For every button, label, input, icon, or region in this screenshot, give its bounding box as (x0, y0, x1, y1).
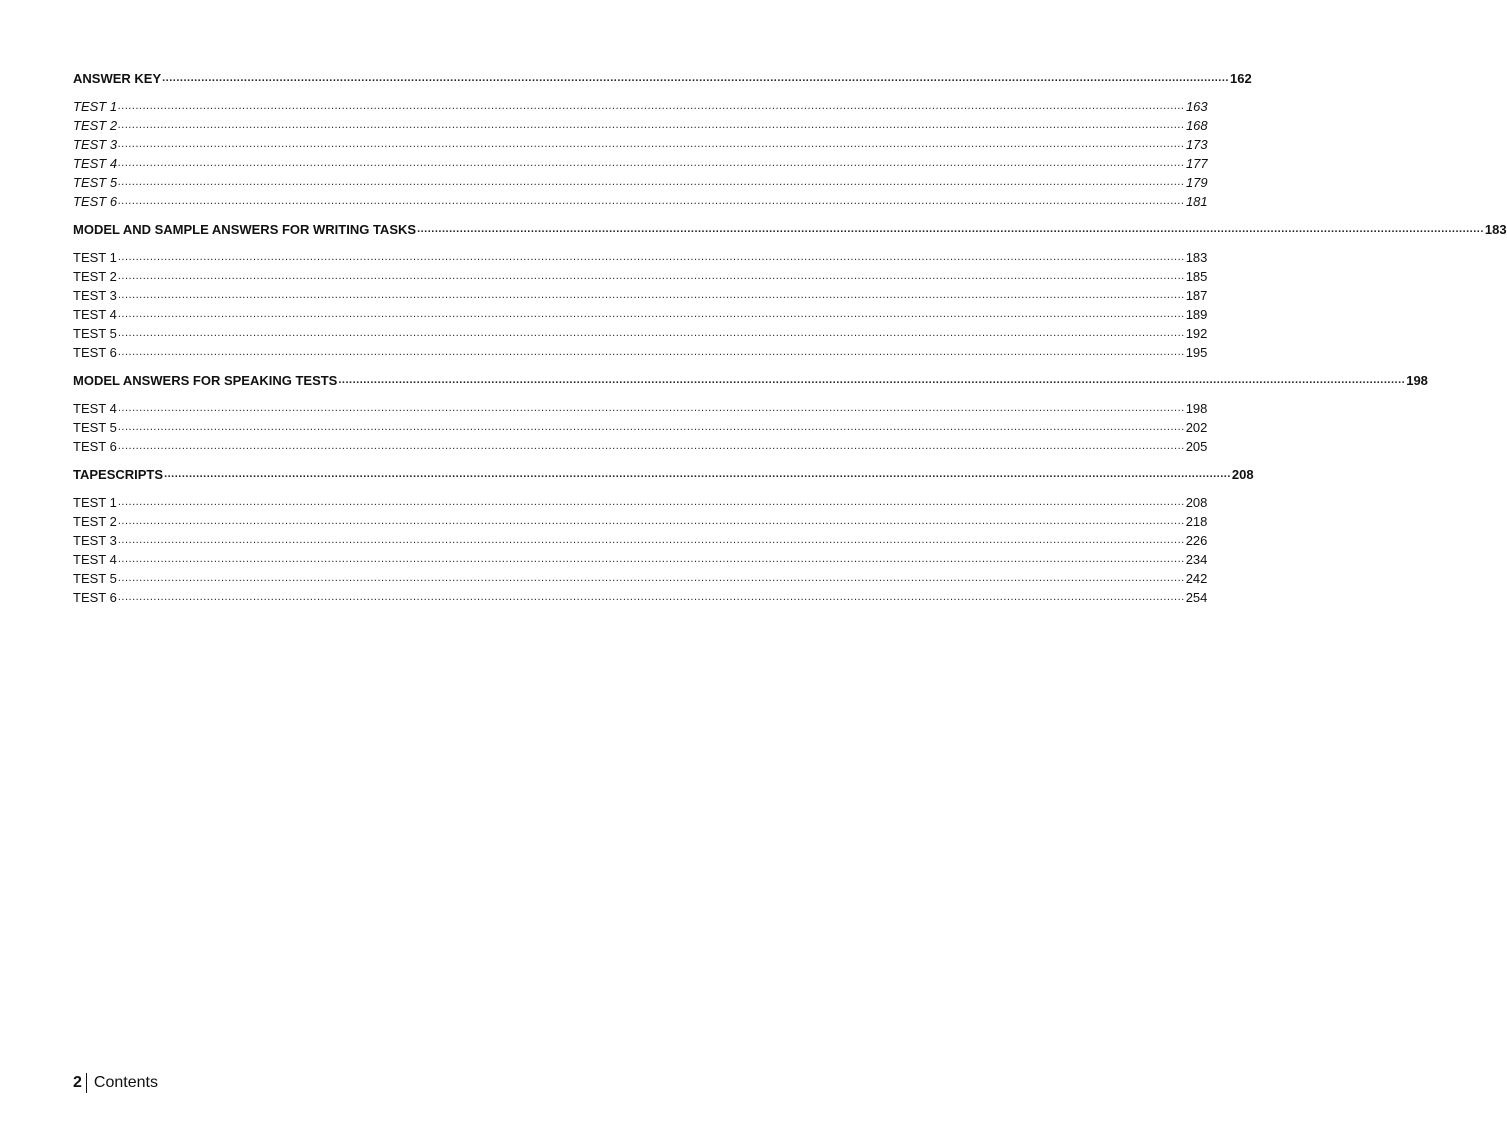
toc-entry-page: 181 (1185, 194, 1208, 209)
toc-section-heading[interactable] (73, 220, 1507, 239)
toc-entry-page: 192 (1185, 326, 1208, 341)
toc-entry[interactable] (73, 248, 1208, 267)
toc-entry-label: TEST 5 (73, 420, 117, 435)
toc-entry[interactable] (73, 97, 1208, 116)
toc-entry[interactable] (73, 437, 1208, 456)
toc-entry[interactable] (73, 305, 1208, 324)
dot-leader: ............................................................................................................................................................................................................................................................................................................ (117, 308, 1185, 320)
toc-section-title: TAPESCRIPTS (73, 467, 164, 482)
dot-leader: ............................................................................................................................................................................................................................................................................................................ (117, 346, 1185, 358)
toc-entry-page: 168 (1185, 118, 1208, 133)
toc-entry[interactable] (73, 399, 1208, 418)
toc-entry-label: TEST 1 (73, 250, 117, 265)
toc-entry[interactable] (73, 286, 1208, 305)
dot-leader: ............................................................................................................................................................................................................................................................................................................ (117, 534, 1185, 546)
toc-section-page: 208 (1231, 467, 1254, 482)
toc-entry[interactable] (73, 135, 1208, 154)
toc-entry[interactable] (73, 192, 1208, 211)
toc-entry-label: TEST 4 (73, 552, 117, 567)
toc-entry[interactable] (73, 512, 1208, 531)
dot-leader: ............................................................................................................................................................................................................................................................................................................ (117, 421, 1185, 433)
dot-leader: ............................................................................................................................................................................................................................................................................................................ (117, 496, 1185, 508)
toc-entry-label: TEST 1 (73, 495, 117, 510)
toc-entry-page: 234 (1185, 552, 1208, 567)
toc-entry-label: TEST 6 (73, 345, 117, 360)
toc-entry-list (73, 97, 1208, 211)
toc-entry-label: TEST 5 (73, 326, 117, 341)
toc-entry-page: 173 (1185, 137, 1208, 152)
toc-entry-list (73, 248, 1208, 362)
toc-entry-label: TEST 2 (73, 514, 117, 529)
toc-section-heading[interactable] (73, 371, 1428, 390)
toc-entry-page: 205 (1185, 439, 1208, 454)
toc-entry-page: 195 (1185, 345, 1208, 360)
toc-section (73, 465, 1254, 607)
toc-entry-label: TEST 5 (73, 175, 118, 190)
toc-entry[interactable] (73, 418, 1208, 437)
toc-section (73, 220, 1507, 362)
toc-entry-label: TEST 6 (73, 194, 118, 209)
toc-section (73, 69, 1252, 211)
toc-section-page: 198 (1406, 373, 1428, 388)
toc-entry-page: 254 (1185, 590, 1208, 605)
dot-leader: ............................................................................................................................................................................................................................................................................................................ (338, 374, 1406, 386)
toc-entry[interactable] (73, 343, 1208, 362)
dot-leader: ............................................................................................................................................................................................................................................................................................................ (162, 72, 1229, 84)
toc-entry[interactable] (73, 531, 1208, 550)
toc-entry-page: 198 (1185, 401, 1208, 416)
toc-entry-page: 163 (1185, 99, 1208, 114)
dot-leader: ............................................................................................................................................................................................................................................................................................................ (118, 119, 1185, 131)
dot-leader: ............................................................................................................................................................................................................................................................................................................ (117, 251, 1185, 263)
toc-entry-page: 183 (1185, 250, 1208, 265)
dot-leader: ............................................................................................................................................................................................................................................................................................................ (118, 100, 1185, 112)
dot-leader: ............................................................................................................................................................................................................................................................................................................ (118, 138, 1185, 150)
toc-entry[interactable] (73, 569, 1208, 588)
toc-entry[interactable] (73, 324, 1208, 343)
toc-entry-label: TEST 3 (73, 137, 118, 152)
page-footer (73, 1073, 158, 1093)
dot-leader: ............................................................................................................................................................................................................................................................................................................ (118, 157, 1185, 169)
toc-entry-page: 189 (1185, 307, 1208, 322)
dot-leader: ............................................................................................................................................................................................................................................................................................................ (417, 223, 1484, 235)
dot-leader: ............................................................................................................................................................................................................................................................................................................ (117, 553, 1185, 565)
toc-entry-label: TEST 1 (73, 99, 118, 114)
toc-entry-page: 218 (1185, 514, 1208, 529)
toc-entry-page: 185 (1185, 269, 1208, 284)
dot-leader: ............................................................................................................................................................................................................................................................................................................ (117, 515, 1185, 527)
dot-leader: ............................................................................................................................................................................................................................................................................................................ (117, 270, 1185, 282)
dot-leader: ............................................................................................................................................................................................................................................................................................................ (117, 327, 1185, 339)
toc-section-title: ANSWER KEY (73, 71, 162, 86)
toc-entry[interactable] (73, 154, 1208, 173)
toc-entry-page: 226 (1185, 533, 1208, 548)
dot-leader: ............................................................................................................................................................................................................................................................................................................ (117, 440, 1185, 452)
toc-entry-page: 179 (1185, 175, 1208, 190)
toc-entry-label: TEST 4 (73, 401, 117, 416)
table-of-contents (73, 69, 1507, 607)
toc-entry-page: 187 (1185, 288, 1208, 303)
toc-section-heading[interactable] (73, 69, 1252, 88)
toc-entry-page: 177 (1185, 156, 1208, 171)
dot-leader: ............................................................................................................................................................................................................................................................................................................ (117, 572, 1185, 584)
toc-entry-label: TEST 6 (73, 439, 117, 454)
toc-section-page: 162 (1229, 71, 1252, 86)
dot-leader: ............................................................................................................................................................................................................................................................................................................ (118, 176, 1185, 188)
toc-section-page: 183 (1484, 222, 1507, 237)
toc-section-title: MODEL ANSWERS FOR SPEAKING TESTS (73, 373, 338, 388)
toc-entry-page: 208 (1185, 495, 1208, 510)
toc-section (73, 371, 1428, 456)
toc-entry-label: TEST 4 (73, 307, 117, 322)
toc-entry-label: TEST 6 (73, 590, 117, 605)
footer-section-name: Contents (93, 1074, 158, 1091)
toc-entry[interactable] (73, 116, 1208, 135)
toc-entry-page: 242 (1185, 571, 1208, 586)
toc-section-heading[interactable] (73, 465, 1254, 484)
footer-page-number: 2 (73, 1074, 82, 1091)
toc-entry[interactable] (73, 550, 1208, 569)
toc-entry[interactable] (73, 173, 1208, 192)
toc-entry-label: TEST 3 (73, 288, 117, 303)
toc-entry-label: TEST 2 (73, 269, 117, 284)
toc-entry-label: TEST 2 (73, 118, 118, 133)
toc-entry[interactable] (73, 267, 1208, 286)
toc-entry[interactable] (73, 588, 1208, 607)
dot-leader: ............................................................................................................................................................................................................................................................................................................ (117, 591, 1185, 603)
dot-leader: ............................................................................................................................................................................................................................................................................................................ (118, 195, 1185, 207)
toc-section-title: MODEL AND SAMPLE ANSWERS FOR WRITING TASKS (73, 222, 417, 237)
toc-entry-list (73, 493, 1208, 607)
toc-entry[interactable] (73, 493, 1208, 512)
footer-divider (86, 1073, 87, 1093)
dot-leader: ............................................................................................................................................................................................................................................................................................................ (164, 468, 1231, 480)
toc-entry-label: TEST 3 (73, 533, 117, 548)
toc-entry-list (73, 399, 1208, 456)
toc-entry-label: TEST 4 (73, 156, 118, 171)
dot-leader: ............................................................................................................................................................................................................................................................................................................ (117, 402, 1185, 414)
toc-entry-label: TEST 5 (73, 571, 117, 586)
dot-leader: ............................................................................................................................................................................................................................................................................................................ (117, 289, 1185, 301)
toc-entry-page: 202 (1185, 420, 1208, 435)
